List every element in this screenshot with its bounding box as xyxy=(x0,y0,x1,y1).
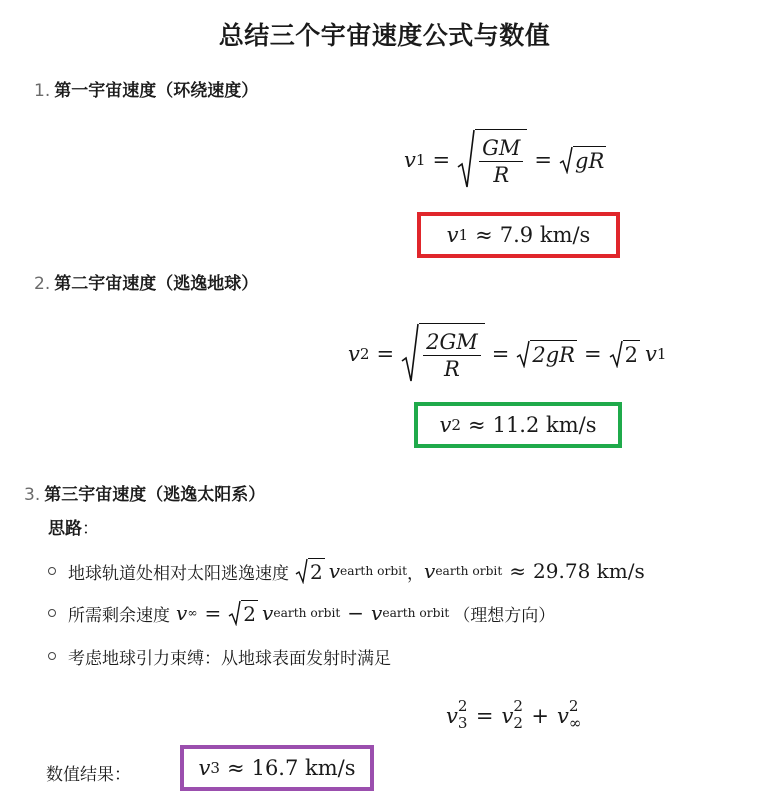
var-v: v xyxy=(198,756,211,780)
var-v: v xyxy=(424,559,436,583)
var-v: v xyxy=(439,413,452,437)
equals: = xyxy=(491,342,510,366)
approx-sign: ≈ xyxy=(475,223,493,247)
radicand-2: 2 xyxy=(623,340,640,368)
sup-sub-stack xyxy=(568,697,583,732)
sub-infinity: ∞ xyxy=(568,713,582,732)
fraction-numerator: GM xyxy=(479,136,523,162)
section-2-number: 2. xyxy=(34,274,51,294)
equals: = xyxy=(475,704,494,728)
result-label: 数值结果： xyxy=(46,765,131,785)
radical-2gm-over-r xyxy=(401,323,485,385)
section-1-title: 第一宇宙速度（环绕速度） xyxy=(54,81,259,101)
section-1-number: 1. xyxy=(34,81,51,101)
radical-2 xyxy=(609,340,640,368)
value-v1: 7.9 km/s xyxy=(499,223,591,247)
ideal-direction-note: （理想方向） xyxy=(453,605,556,626)
value-v3: 16.7 km/s xyxy=(251,756,356,780)
equals: = xyxy=(376,342,395,366)
idea-label-text: 思路 xyxy=(48,519,82,539)
sub-earth-orbit: earth orbit xyxy=(435,564,503,578)
bullet-circle-icon xyxy=(48,609,56,617)
radicand-2gr: 2gR xyxy=(530,340,577,368)
sup-sub-stack xyxy=(513,697,523,732)
value-29-78: 29.78 km/s xyxy=(533,559,645,583)
sup-2: 2 xyxy=(568,697,579,716)
sup-2: 2 xyxy=(457,697,468,716)
radical-2 xyxy=(295,558,325,584)
bullet-circle-icon xyxy=(48,567,56,575)
section-3-heading xyxy=(24,480,265,505)
var-v: v xyxy=(501,704,514,728)
sub-earth-orbit: earth orbit xyxy=(340,564,407,578)
sub-2: 2 xyxy=(359,345,370,363)
list-item-escape-sun xyxy=(48,556,645,586)
var-v: v xyxy=(262,601,274,625)
fraction-gm-r xyxy=(479,136,523,187)
radicand-2: 2 xyxy=(243,602,257,626)
section-3-number: 3. xyxy=(24,485,41,505)
bullet-1-text: 地球轨道处相对太阳逃逸速度 xyxy=(68,563,289,584)
sub-3: 3 xyxy=(210,759,220,777)
list-item-remaining-speed xyxy=(48,598,555,628)
idea-label xyxy=(48,514,99,539)
result-box-v2 xyxy=(414,402,622,448)
radicand-gr: gR xyxy=(573,146,606,174)
fraction-denominator: R xyxy=(444,356,460,381)
sub-2: 2 xyxy=(451,416,461,434)
section-2-title: 第二宇宙速度（逃逸地球） xyxy=(54,274,259,294)
var-v: v xyxy=(446,223,459,247)
radical-gm-over-r xyxy=(457,129,527,191)
minus: − xyxy=(347,601,365,625)
sub-earth-orbit: earth orbit xyxy=(382,606,450,620)
sub-1: 1 xyxy=(656,345,667,363)
sub-1: 1 xyxy=(458,226,469,244)
var-v: v xyxy=(328,559,341,583)
fraction-2gm-r xyxy=(423,330,481,381)
equals: = xyxy=(534,148,552,172)
sub-1: 1 xyxy=(415,151,426,169)
formula-v1 xyxy=(404,128,606,192)
sub-infinity: ∞ xyxy=(187,606,198,620)
radical-2gr xyxy=(516,340,577,368)
page-title: 总结三个宇宙速度公式与数值 xyxy=(218,21,551,50)
plus: + xyxy=(531,704,549,728)
sub-2: 2 xyxy=(513,713,523,732)
sub-3: 3 xyxy=(457,713,468,732)
approx-sign: ≈ xyxy=(509,559,527,583)
var-v: v xyxy=(176,601,188,625)
fraction-numerator: 2GM xyxy=(423,330,481,356)
formula-v3-squared xyxy=(446,696,583,736)
radicand-2: 2 xyxy=(310,560,323,584)
section-2-heading xyxy=(34,269,258,294)
var-v: v xyxy=(404,148,416,172)
sup-2: 2 xyxy=(513,697,523,716)
comma: ， xyxy=(407,563,424,584)
list-item-earth-gravity xyxy=(48,641,391,671)
fraction-denominator: R xyxy=(493,162,510,187)
bullet-3-text: 考虑地球引力束缚：从地球表面发射时满足 xyxy=(68,648,391,669)
var-v: v xyxy=(446,704,458,728)
idea-colon: ： xyxy=(82,519,99,539)
formula-v2 xyxy=(348,322,666,386)
var-v: v xyxy=(556,704,569,728)
result-box-v3 xyxy=(180,745,374,791)
var-v: v xyxy=(348,342,360,366)
bullet-2-text: 所需剩余速度 xyxy=(68,605,170,626)
result-box-v1 xyxy=(417,212,620,258)
equals: = xyxy=(204,601,222,625)
value-v2: 11.2 km/s xyxy=(492,413,597,437)
radical-gr xyxy=(559,146,606,174)
radical-2 xyxy=(228,600,258,626)
sup-sub-stack xyxy=(457,697,468,732)
equals: = xyxy=(432,148,451,172)
var-v: v xyxy=(371,601,383,625)
var-v: v xyxy=(644,342,657,366)
approx-sign: ≈ xyxy=(467,413,486,437)
sub-earth-orbit: earth orbit xyxy=(273,606,341,620)
bullet-circle-icon xyxy=(48,652,56,660)
section-1-heading xyxy=(34,76,258,101)
equals: = xyxy=(583,342,602,366)
approx-sign: ≈ xyxy=(226,756,245,780)
section-3-title: 第三宇宙速度（逃逸太阳系） xyxy=(44,485,266,505)
